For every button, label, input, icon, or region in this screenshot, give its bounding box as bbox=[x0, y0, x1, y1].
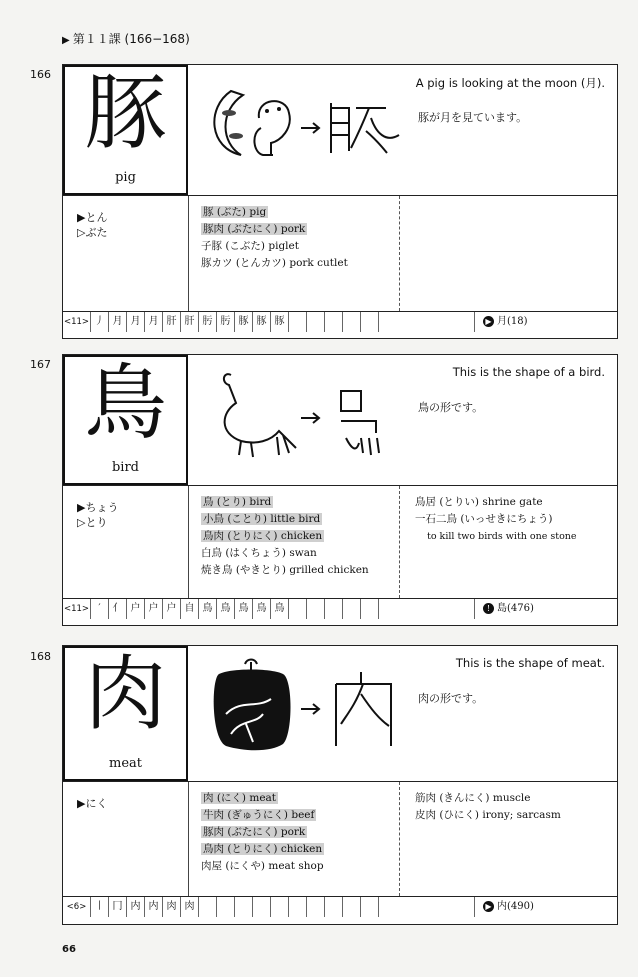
stroke-blank bbox=[343, 897, 361, 917]
kanji-card-167 bbox=[62, 354, 618, 626]
vocab-item: 筋肉 (きんにく) muscle bbox=[415, 792, 531, 804]
vocab-list bbox=[201, 204, 348, 272]
vocab-list bbox=[201, 494, 369, 579]
stroke-step: 鳥 bbox=[271, 599, 289, 619]
kanji-card-166 bbox=[62, 64, 618, 339]
stroke-step: 月 bbox=[109, 312, 127, 332]
stroke-step: 肉 bbox=[163, 897, 181, 917]
vocab-column bbox=[188, 782, 400, 896]
vocab-item: 鳥 (とり) bird bbox=[203, 496, 272, 508]
stroke-order-row bbox=[63, 312, 617, 332]
stroke-step: 鳥 bbox=[235, 599, 253, 619]
kanji-character: 鳥 bbox=[84, 356, 167, 451]
vocab-item: 豚肉 (ぶたにく) pork bbox=[203, 826, 306, 838]
stroke-step: 户 bbox=[163, 599, 181, 619]
stroke-blank bbox=[307, 599, 325, 619]
stroke-blank bbox=[325, 599, 343, 619]
bird-illustration bbox=[201, 363, 401, 463]
stroke-step: 豚 bbox=[271, 312, 289, 332]
reference bbox=[474, 897, 603, 917]
vocab-item: 小鳥 (ことり) little bird bbox=[203, 513, 321, 525]
entry-number: 168 bbox=[30, 650, 51, 663]
stroke-count: <6> bbox=[63, 897, 91, 917]
reading-kun: ▷ぶた bbox=[77, 226, 108, 239]
stroke-step: 户 bbox=[145, 599, 163, 619]
reading-kun: ▶にく bbox=[77, 797, 108, 810]
lesson-title: 第１１課 (166−168) bbox=[72, 32, 190, 46]
stroke-count: <11> bbox=[63, 599, 91, 619]
stroke-step: 自 bbox=[181, 599, 199, 619]
reference-text: 島(476) bbox=[497, 603, 534, 614]
vocab-column bbox=[188, 486, 400, 598]
reference-text: 内(490) bbox=[497, 901, 534, 912]
stroke-step: 肉 bbox=[181, 897, 199, 917]
entry-number: 166 bbox=[30, 68, 51, 81]
vocab-right-list bbox=[415, 494, 577, 545]
stroke-blank bbox=[361, 897, 379, 917]
stroke-step: 肝 bbox=[181, 312, 199, 332]
pig-moon-illustration bbox=[201, 73, 401, 173]
reference-icon: ▶ bbox=[483, 901, 494, 912]
kanji-box bbox=[63, 646, 188, 781]
stroke-blank bbox=[289, 897, 307, 917]
stroke-blank bbox=[289, 599, 307, 619]
stroke-step: ′ bbox=[91, 599, 109, 619]
description-jp: 肉の形です。 bbox=[418, 692, 484, 705]
stroke-step: 肟 bbox=[199, 312, 217, 332]
vocab-item: 豚肉 (ぶたにく) pork bbox=[203, 223, 306, 235]
stroke-blank bbox=[307, 897, 325, 917]
readings bbox=[77, 796, 107, 811]
stroke-step: 鳥 bbox=[253, 599, 271, 619]
stroke-blank bbox=[307, 312, 325, 332]
vocab-item: 肉屋 (にくや) meat shop bbox=[201, 860, 324, 872]
description-en: This is the shape of meat. bbox=[455, 656, 605, 670]
vocab-item: 焼き鳥 (やきとり) grilled chicken bbox=[201, 564, 369, 576]
stroke-step: 月 bbox=[127, 312, 145, 332]
stroke-step: 豚 bbox=[253, 312, 271, 332]
reading-on: ▶とん bbox=[77, 211, 108, 224]
kanji-meaning: pig bbox=[115, 170, 136, 185]
stroke-blank bbox=[361, 599, 379, 619]
vocab-item: 鳥肉 (とりにく) chicken bbox=[203, 530, 323, 542]
stroke-step: 户 bbox=[127, 599, 145, 619]
readings bbox=[77, 210, 107, 240]
stroke-order-row bbox=[63, 897, 617, 917]
page-number: 66 bbox=[62, 944, 76, 955]
stroke-order-row bbox=[63, 599, 617, 619]
kanji-character: 豚 bbox=[84, 66, 167, 161]
stroke-blank bbox=[343, 599, 361, 619]
kanji-meaning: bird bbox=[111, 460, 139, 475]
vocab-item: 一石二鳥 (いっせきにちょう) bbox=[415, 513, 553, 525]
kanji-character: 肉 bbox=[84, 647, 167, 742]
stroke-step: 月 bbox=[145, 312, 163, 332]
stroke-step: 丿 bbox=[91, 312, 109, 332]
reference-text: 月(18) bbox=[497, 316, 528, 327]
stroke-step: 内 bbox=[145, 897, 163, 917]
stroke-step: 丨 bbox=[91, 897, 109, 917]
entry-number: 167 bbox=[30, 358, 51, 371]
stroke-blank bbox=[325, 312, 343, 332]
vocab-item: 豚カツ (とんカツ) pork cutlet bbox=[201, 257, 348, 269]
vocab-item: 白鳥 (はくちょう) swan bbox=[201, 547, 317, 559]
vocab-item: 皮肉 (ひにく) irony; sarcasm bbox=[415, 809, 561, 821]
stroke-step: 豚 bbox=[235, 312, 253, 332]
reference bbox=[474, 599, 603, 619]
readings bbox=[77, 500, 118, 530]
vocab-list bbox=[201, 790, 324, 875]
stroke-step: 鳥 bbox=[199, 599, 217, 619]
stroke-blank bbox=[217, 897, 235, 917]
stroke-step: 肟 bbox=[217, 312, 235, 332]
stroke-blank bbox=[343, 312, 361, 332]
stroke-blank bbox=[199, 897, 217, 917]
play-icon: ▶ bbox=[62, 35, 70, 46]
description-en: This is the shape of a bird. bbox=[452, 365, 605, 379]
vocab-item: 豚 (ぶた) pig bbox=[203, 206, 267, 218]
vocab-right-list bbox=[415, 790, 561, 824]
stroke-step: 肝 bbox=[163, 312, 181, 332]
stroke-step: 亻 bbox=[109, 599, 127, 619]
vocab-item: to kill two birds with one stone bbox=[427, 531, 577, 542]
vocab-item: 肉 (にく) meat bbox=[203, 792, 277, 804]
kanji-card-168 bbox=[62, 645, 618, 925]
stroke-blank bbox=[253, 897, 271, 917]
stroke-count: <11> bbox=[63, 312, 91, 332]
stroke-blank bbox=[289, 312, 307, 332]
description-jp: 鳥の形です。 bbox=[418, 401, 484, 414]
reference-icon: ! bbox=[483, 603, 494, 614]
kanji-box bbox=[63, 65, 188, 195]
vocab-column bbox=[188, 196, 400, 311]
reference-icon: ▶ bbox=[483, 316, 494, 327]
vocab-item: 鳥肉 (とりにく) chicken bbox=[203, 843, 323, 855]
kanji-meaning: meat bbox=[109, 756, 142, 771]
description-jp: 豚が月を見ています。 bbox=[418, 111, 528, 124]
stroke-blank bbox=[325, 897, 343, 917]
stroke-blank bbox=[235, 897, 253, 917]
kanji-box bbox=[63, 355, 188, 485]
description-en: A pig is looking at the moon (月). bbox=[415, 76, 605, 90]
stroke-step: 冂 bbox=[109, 897, 127, 917]
stroke-blank bbox=[361, 312, 379, 332]
reference bbox=[474, 312, 603, 332]
vocab-item: 牛肉 (ぎゅうにく) beef bbox=[203, 809, 315, 821]
vocab-item: 子豚 (こぶた) piglet bbox=[201, 240, 299, 252]
reading-kun: ▷とり bbox=[77, 516, 108, 529]
reading-on: ▶ちょう bbox=[77, 501, 119, 514]
vocab-item: 鳥居 (とりい) shrine gate bbox=[415, 496, 543, 508]
lesson-header bbox=[62, 30, 190, 47]
stroke-step: 鳥 bbox=[217, 599, 235, 619]
stroke-blank bbox=[271, 897, 289, 917]
stroke-step: 内 bbox=[127, 897, 145, 917]
meat-illustration bbox=[201, 654, 401, 754]
